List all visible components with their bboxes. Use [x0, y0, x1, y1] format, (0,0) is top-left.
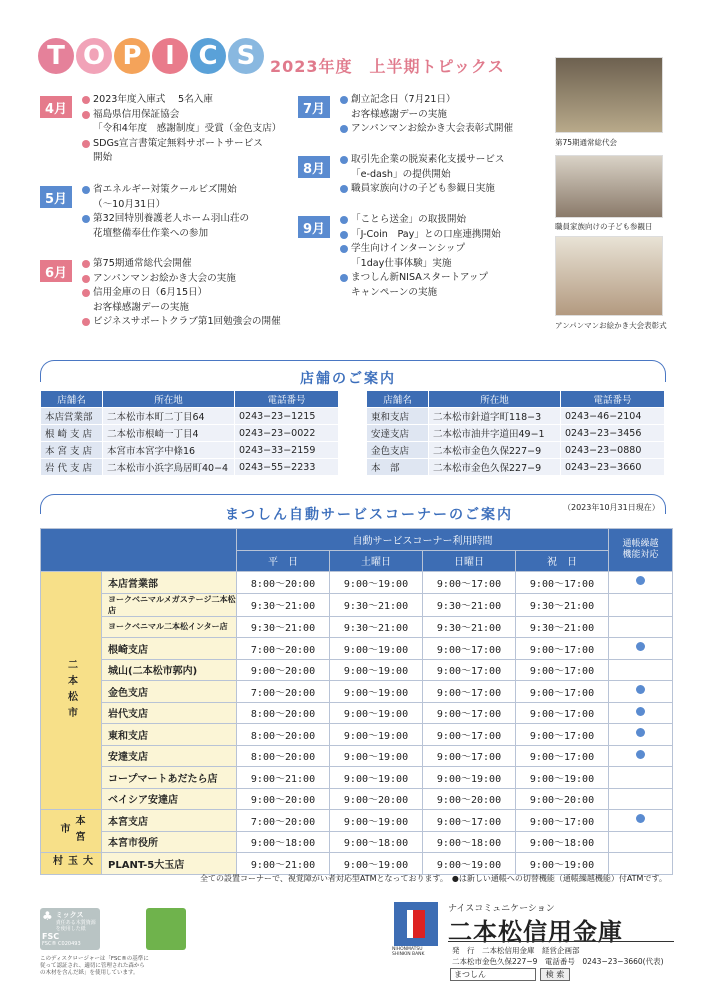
branch-row [41, 442, 339, 459]
atm-hours: 9:00〜19:00 [330, 810, 423, 832]
atm-hours: 8:00〜20:00 [237, 745, 330, 767]
topic-item: アンパンマンお絵かき大会の実施 [82, 272, 292, 287]
atm-passbook [609, 788, 673, 810]
branch-header: 店舗名 [41, 391, 103, 408]
atm-passbook [609, 638, 673, 660]
atm-hours: 9:00〜17:00 [516, 702, 609, 724]
atm-location: 本宮市役所 [102, 831, 237, 853]
month-items [82, 183, 292, 241]
publisher: 発 行 二本松信用金庫 経営企画部 [452, 946, 580, 955]
topics-letter: C [190, 38, 226, 74]
atm-passbook [609, 593, 673, 616]
topic-item: 第75期通常総代会開催 [82, 257, 292, 272]
month-label: 4月 [40, 96, 72, 118]
branch-cell: 本 宮 支 店 [41, 442, 103, 459]
tree-icon: ♣ [42, 909, 53, 923]
branch-cell: 0243−46−2104 [561, 408, 665, 425]
search-button[interactable]: 検 索 [540, 968, 570, 981]
topic-item: 学生向けインターンシップ 「1day仕事体験」実施 [340, 242, 545, 271]
topic-item: まつしん新NISAスタートアップ キャンペーンの実施 [340, 271, 545, 300]
branch-cell: 0243−55−2233 [235, 459, 339, 476]
bank-name: 二本松信用金庫 [448, 918, 623, 946]
fsc-label: ミックス [55, 911, 84, 919]
atm-location: ヨークベニマル二本松インター店 [102, 616, 237, 638]
month-items [340, 213, 545, 300]
branch-header: 店舗名 [367, 391, 429, 408]
atm-row [41, 593, 673, 616]
atm-hours: 9:00〜17:00 [423, 724, 516, 746]
atm-location: 本店営業部 [102, 572, 237, 594]
atm-row [41, 853, 673, 875]
topic-item: 「ことら送金」の取扱開始 [340, 213, 545, 228]
topics-subtitle: 2023年度 上半期トピックス [270, 57, 505, 76]
atm-hours: 7:00〜20:00 [237, 638, 330, 660]
passbook-dot-icon [636, 576, 645, 585]
branch-cell: 岩 代 支 店 [41, 459, 103, 476]
atm-hours: 8:00〜20:00 [237, 702, 330, 724]
branch-header: 電話番号 [561, 391, 665, 408]
month-items [340, 93, 545, 137]
month-items [82, 93, 292, 166]
topic-item: 「J-Coin Pay」との口座連携開始 [340, 228, 545, 243]
atm-passbook [609, 767, 673, 789]
atm-row [41, 745, 673, 767]
atm-passbook [609, 659, 673, 681]
atm-location: ヨークベニマルメガステージ二本松店 [102, 593, 237, 616]
tagline: ナイスコミュニケーション [448, 904, 555, 914]
atm-hours: 8:00〜20:00 [237, 572, 330, 594]
atm-location: 城山(二本松市郭内) [102, 659, 237, 681]
search-input[interactable]: まつしん [450, 968, 536, 981]
atm-hours: 9:00〜21:00 [237, 767, 330, 789]
atm-hours: 9:00〜17:00 [423, 572, 516, 594]
atm-hours: 9:00〜19:00 [330, 767, 423, 789]
atm-row [41, 572, 673, 594]
atm-note: 全ての設置コーナーで、視覚障がい者対応型ATMとなっております。 ●は新しい通帳への切替機能（通帳繰越機能）付ATMです。 [200, 874, 667, 883]
branch-cell: 安達支店 [367, 425, 429, 442]
atm-hours: 9:00〜19:00 [330, 572, 423, 594]
atm-location: 安達支店 [102, 745, 237, 767]
month-label: 8月 [298, 156, 330, 178]
atm-hours: 7:00〜20:00 [237, 810, 330, 832]
branch-cell: 本宮市本宮字中條16 [103, 442, 235, 459]
atm-passbook [609, 681, 673, 703]
atm-hours: 9:00〜19:00 [516, 767, 609, 789]
atm-location: PLANT-5大玉店 [102, 853, 237, 875]
month-label: 9月 [298, 216, 330, 238]
atm-row [41, 638, 673, 660]
topic-item: 取引先企業の脱炭素化支援サービス 「e-dash」の提供開始 [340, 153, 545, 182]
bank-logo [394, 902, 438, 946]
atm-hours: 9:00〜17:00 [516, 745, 609, 767]
fsc-code: FSC® C020493 [42, 941, 81, 947]
branch-table-right [366, 390, 665, 476]
atm-area: 大玉村 [41, 853, 102, 875]
atm-hours: 9:00〜17:00 [516, 681, 609, 703]
atm-hours: 9:00〜20:00 [237, 788, 330, 810]
topics-letter: S [228, 38, 264, 74]
atm-location: 根崎支店 [102, 638, 237, 660]
branch-header: 所在地 [429, 391, 561, 408]
atm-row [41, 681, 673, 703]
atm-passbook [609, 724, 673, 746]
atm-hours: 9:30〜21:00 [516, 593, 609, 616]
atm-hours: 9:00〜20:00 [330, 788, 423, 810]
passbook-dot-icon [636, 707, 645, 716]
atm-hours: 9:00〜17:00 [423, 638, 516, 660]
bank-address: 二本松市金色久保227−9 電話番号 0243−23−3660(代表) [452, 957, 664, 966]
atm-hours: 9:00〜19:00 [423, 853, 516, 875]
atm-passbook [609, 853, 673, 875]
atm-day-header: 日曜日 [423, 550, 516, 572]
atm-passbook [609, 831, 673, 853]
topic-item: 職員家族向けの子ども参観日実施 [340, 182, 545, 197]
atm-passbook [609, 810, 673, 832]
branch-row [41, 425, 339, 442]
branch-cell: 二本松市金色久保227−9 [429, 442, 561, 459]
atm-row [41, 767, 673, 789]
passbook-dot-icon [636, 814, 645, 823]
atm-table [40, 528, 673, 875]
atm-hours: 9:00〜17:00 [516, 659, 609, 681]
atm-hours: 9:00〜19:00 [330, 745, 423, 767]
branch-cell: 0243−33−2159 [235, 442, 339, 459]
photo-caption: アンパンマンお絵かき大会表彰式 [555, 321, 667, 330]
logo-text: NIHONMATSU SHINKIN BANK [392, 947, 425, 957]
atm-hours: 9:00〜19:00 [330, 681, 423, 703]
topic-item: 第32回特別養護老人ホーム羽山荘の 花壇整備奉仕作業への参加 [82, 212, 292, 241]
atm-support-header: 通帳繰越 機能対応 [609, 529, 673, 572]
topic-item: 省エネルギー対策クールビズ開始 （〜10月31日） [82, 183, 292, 212]
atm-location: 金色支店 [102, 681, 237, 703]
photo-general-meeting [555, 57, 663, 133]
atm-row [41, 831, 673, 853]
branch-cell: 東和支店 [367, 408, 429, 425]
branch-cell: 0243−23−3456 [561, 425, 665, 442]
atm-passbook [609, 572, 673, 594]
branch-row [41, 459, 339, 476]
atm-row [41, 724, 673, 746]
atm-location: ベイシア安達店 [102, 788, 237, 810]
topic-item: 2023年度入庫式 5名入庫 [82, 93, 292, 108]
atm-hours: 9:30〜21:00 [516, 616, 609, 638]
photo-kids-visit [555, 155, 663, 218]
topic-item: SDGs宣言書策定無料サポートサービス 開始 [82, 137, 292, 166]
branch-row [367, 442, 665, 459]
topic-item: 福島県信用保証協会 「令和4年度 感謝制度」受賞（金色支店） [82, 108, 292, 137]
atm-hours: 9:00〜19:00 [330, 659, 423, 681]
branch-cell: 二本松市針道字町118−3 [429, 408, 561, 425]
photo-caption: 職員家族向けの子ども参観日 [555, 222, 653, 231]
atm-hours: 9:00〜18:00 [516, 831, 609, 853]
atm-hours: 9:30〜21:00 [237, 593, 330, 616]
atm-location: 岩代支店 [102, 702, 237, 724]
photo-anpanman-award [555, 236, 663, 316]
passbook-dot-icon [636, 750, 645, 759]
atm-hours: 9:00〜17:00 [516, 724, 609, 746]
fsc-mark: FSC [42, 932, 60, 941]
branch-row [367, 408, 665, 425]
atm-day-header: 平 日 [237, 550, 330, 572]
branch-cell: 二本松市金色久保227−9 [429, 459, 561, 476]
atm-hours: 9:00〜19:00 [423, 767, 516, 789]
atm-hours: 9:00〜18:00 [423, 831, 516, 853]
branch-row [41, 408, 339, 425]
atm-hours: 9:00〜17:00 [423, 681, 516, 703]
atm-hours: 9:30〜21:00 [330, 616, 423, 638]
branch-section-title: 店舗のご案内 [300, 371, 396, 387]
atm-day-header: 祝 日 [516, 550, 609, 572]
branch-cell: 根 崎 支 店 [41, 425, 103, 442]
atm-hours: 9:00〜19:00 [330, 853, 423, 875]
atm-location: コープマートあだたら店 [102, 767, 237, 789]
branch-cell: 本 部 [367, 459, 429, 476]
atm-row [41, 788, 673, 810]
atm-hours: 9:00〜19:00 [330, 702, 423, 724]
atm-hours: 9:00〜17:00 [423, 702, 516, 724]
footer-divider [448, 941, 674, 942]
branch-header: 電話番号 [235, 391, 339, 408]
fsc-sub: 責任ある木質資源を使用した紙 [55, 920, 96, 932]
atm-area: 本宮市 [41, 810, 102, 853]
branch-row [367, 425, 665, 442]
atm-area: 二本松市 [41, 572, 102, 810]
atm-passbook [609, 745, 673, 767]
atm-location: 本宮支店 [102, 810, 237, 832]
passbook-dot-icon [636, 728, 645, 737]
atm-location: 東和支店 [102, 724, 237, 746]
branch-header: 所在地 [103, 391, 235, 408]
topics-letter: O [76, 38, 112, 74]
atm-hours: 9:00〜17:00 [516, 810, 609, 832]
photo-caption: 第75期通常総代会 [555, 138, 618, 147]
month-label: 5月 [40, 186, 72, 208]
fsc-disclaimer: このディスクロージャーは「FSC®の基準に 従って認証され、適切に管理された森から の木材を含んだ紙」を使用しています。 [40, 956, 149, 976]
topics-letter: T [38, 38, 74, 74]
branch-cell: 二本松市本町二丁目64 [103, 408, 235, 425]
branch-cell: 金色支店 [367, 442, 429, 459]
topics-heading [38, 38, 264, 74]
atm-row [41, 659, 673, 681]
atm-hours: 9:00〜17:00 [423, 745, 516, 767]
atm-hours: 9:30〜21:00 [423, 616, 516, 638]
atm-passbook [609, 702, 673, 724]
fsc-logo [40, 908, 100, 950]
branch-cell: 0243−23−0022 [235, 425, 339, 442]
topic-item: アンパンマンお絵かき大会表彰式開催 [340, 122, 545, 137]
branch-cell: 0243−23−3660 [561, 459, 665, 476]
atm-hours: 9:00〜19:00 [330, 638, 423, 660]
branch-cell: 二本松市小浜字鳥居町40−4 [103, 459, 235, 476]
passbook-dot-icon [636, 685, 645, 694]
atm-row [41, 810, 673, 832]
atm-hours: 9:30〜21:00 [330, 593, 423, 616]
atm-hours: 9:00〜17:00 [423, 659, 516, 681]
topics-letter: P [114, 38, 150, 74]
topic-item: 信用金庫の日（6月15日） お客様感謝デーの実施 [82, 286, 292, 315]
topic-item: ビジネスサポートクラブ第1回勉強会の開催 [82, 315, 292, 330]
atm-hours: 9:00〜20:00 [516, 788, 609, 810]
branch-row [367, 459, 665, 476]
atm-section-title: まつしん自動サービスコーナーのご案内 [225, 507, 513, 523]
atm-hours: 9:00〜18:00 [237, 831, 330, 853]
atm-date: （2023年10月31日現在） [563, 503, 660, 512]
atm-hours: 8:00〜20:00 [237, 724, 330, 746]
branch-table-left [40, 390, 339, 476]
month-items [82, 257, 292, 330]
passbook-dot-icon [636, 642, 645, 651]
atm-hours: 9:00〜20:00 [423, 788, 516, 810]
atm-hours: 7:00〜20:00 [237, 681, 330, 703]
branch-cell: 二本松市油井字道田49−1 [429, 425, 561, 442]
atm-hours: 9:30〜21:00 [423, 593, 516, 616]
atm-hours: 9:30〜21:00 [237, 616, 330, 638]
branch-cell: 二本松市根崎一丁目4 [103, 425, 235, 442]
atm-hours: 9:00〜19:00 [516, 853, 609, 875]
month-items [340, 153, 545, 197]
eco-mark [146, 908, 186, 950]
atm-hours: 9:00〜20:00 [237, 659, 330, 681]
topics-letter: I [152, 38, 188, 74]
branch-cell: 0243−23−0880 [561, 442, 665, 459]
atm-hours-header: 自動サービスコーナー利用時間 [237, 529, 609, 551]
atm-hours: 9:00〜19:00 [330, 724, 423, 746]
atm-row [41, 702, 673, 724]
atm-passbook [609, 616, 673, 638]
atm-hours: 9:00〜17:00 [516, 572, 609, 594]
branch-cell: 0243−23−1215 [235, 408, 339, 425]
atm-hours: 9:00〜18:00 [330, 831, 423, 853]
month-label: 7月 [298, 96, 330, 118]
branch-cell: 本店営業部 [41, 408, 103, 425]
atm-hours: 9:00〜17:00 [423, 810, 516, 832]
topic-item: 創立記念日（7月21日） お客様感謝デーの実施 [340, 93, 545, 122]
atm-row [41, 616, 673, 638]
month-label: 6月 [40, 260, 72, 282]
atm-day-header: 土曜日 [330, 550, 423, 572]
atm-hours: 9:00〜21:00 [237, 853, 330, 875]
atm-hours: 9:00〜17:00 [516, 638, 609, 660]
